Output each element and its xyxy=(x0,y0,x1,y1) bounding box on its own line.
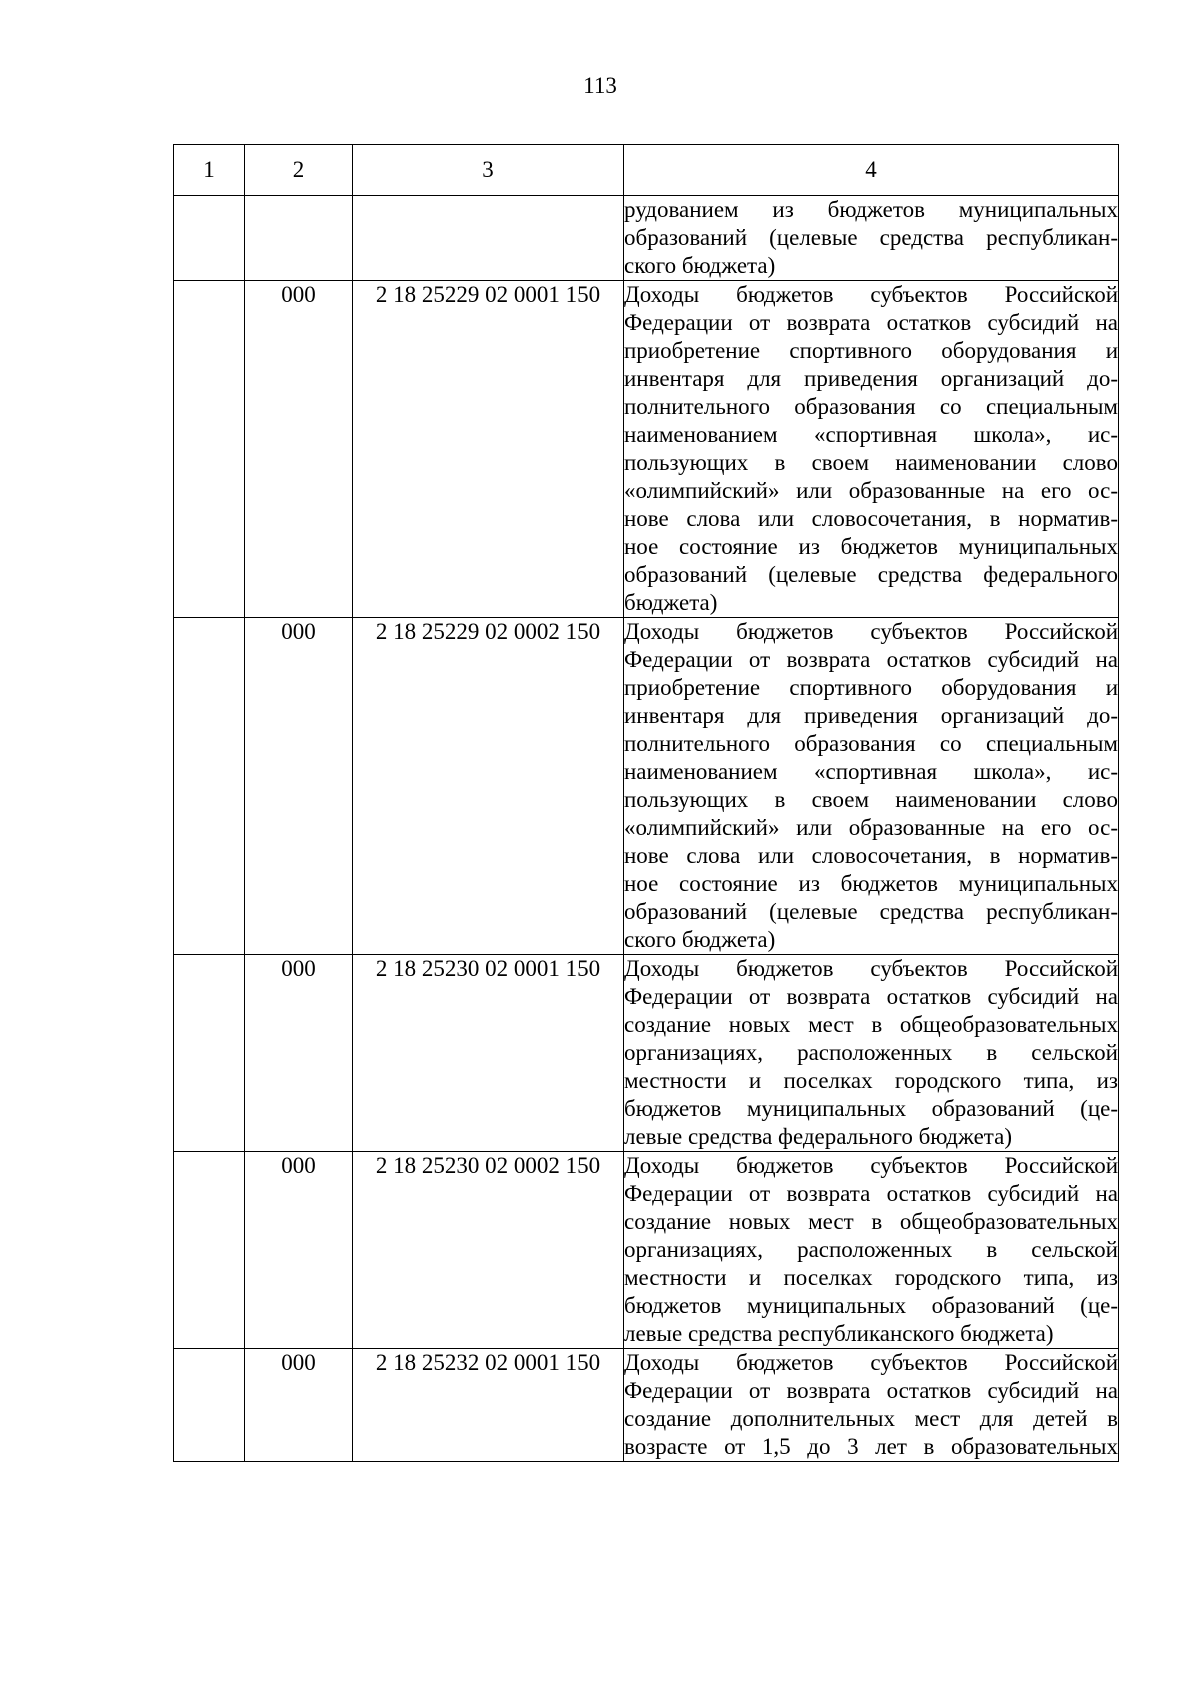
description-line: Федерации от возврата остатков субсидий на xyxy=(624,1181,1118,1206)
cell-col-1 xyxy=(174,281,245,618)
table-row xyxy=(174,196,1119,281)
description-line: создание новых мест в общеобразовательных xyxy=(624,1012,1118,1037)
header-col-3: 3 xyxy=(353,145,624,196)
description-line: нове слова или словосочетания, в норматив- xyxy=(624,506,1118,531)
cell-col-1 xyxy=(174,618,245,955)
description-line: ное состояние из бюджетов муниципальных xyxy=(624,871,1118,896)
description-line: образований (целевые средства республикан- xyxy=(624,225,1118,250)
description-line: приобретение спортивного оборудования и xyxy=(624,338,1118,363)
description-line: наименованием «спортивная школа», ис- xyxy=(624,759,1118,784)
description-line: «олимпийский» или образованные на его ос- xyxy=(624,815,1118,840)
description-line: организациях, расположенных в сельской xyxy=(624,1237,1118,1262)
cell-admin-code xyxy=(245,196,353,281)
description-line: инвентаря для приведения организаций до- xyxy=(624,703,1118,728)
cell-admin-code: 000 xyxy=(245,1349,353,1462)
description-line: рудованием из бюджетов муниципальных xyxy=(624,197,1118,222)
table-body xyxy=(174,196,1119,1462)
description-line: Доходы бюджетов субъектов Российской xyxy=(624,1153,1118,1178)
description-line: местности и поселках городского типа, из xyxy=(624,1068,1118,1093)
header-col-4: 4 xyxy=(624,145,1119,196)
description-line: ное состояние из бюджетов муниципальных xyxy=(624,534,1118,559)
cell-description xyxy=(624,618,1119,955)
description-line: организациях, расположенных в сельской xyxy=(624,1040,1118,1065)
header-col-2: 2 xyxy=(245,145,353,196)
description-line: Федерации от возврата остатков субсидий на xyxy=(624,310,1118,335)
description-line: пользующих в своем наименовании слово xyxy=(624,787,1118,812)
description-line: приобретение спортивного оборудования и xyxy=(624,675,1118,700)
cell-budget-code: 2 18 25232 02 0001 150 xyxy=(353,1349,624,1462)
cell-admin-code: 000 xyxy=(245,955,353,1152)
cell-description xyxy=(624,196,1119,281)
page-number: 113 xyxy=(583,73,617,98)
description-line: инвентаря для приведения организаций до- xyxy=(624,366,1118,391)
description-line: полнительного образования со специальным xyxy=(624,731,1118,756)
description-line: Федерации от возврата остатков субсидий на xyxy=(624,984,1118,1009)
cell-admin-code: 000 xyxy=(245,1152,353,1349)
description-line: Доходы бюджетов субъектов Российской xyxy=(624,619,1118,644)
budget-code-table xyxy=(173,144,1119,1462)
description-line: бюджетов муниципальных образований (це- xyxy=(624,1096,1118,1121)
table-row xyxy=(174,281,1119,618)
cell-col-1 xyxy=(174,955,245,1152)
cell-col-1 xyxy=(174,1349,245,1462)
cell-col-1 xyxy=(174,196,245,281)
description-line: Федерации от возврата остатков субсидий на xyxy=(624,1378,1118,1403)
cell-description xyxy=(624,1349,1119,1462)
cell-description xyxy=(624,955,1119,1152)
description-line: бюджетов муниципальных образований (це- xyxy=(624,1293,1118,1318)
table-row xyxy=(174,1152,1119,1349)
table-row xyxy=(174,1349,1119,1462)
description-line: полнительного образования со специальным xyxy=(624,394,1118,419)
table-row xyxy=(174,955,1119,1152)
cell-budget-code: 2 18 25230 02 0002 150 xyxy=(353,1152,624,1349)
description-line: Доходы бюджетов субъектов Российской xyxy=(624,1350,1118,1375)
cell-col-1 xyxy=(174,1152,245,1349)
description-line: создание новых мест в общеобразовательных xyxy=(624,1209,1118,1234)
description-line: Доходы бюджетов субъектов Российской xyxy=(624,282,1118,307)
description-line: наименованием «спортивная школа», ис- xyxy=(624,422,1118,447)
description-line: левые средства республиканского бюджета) xyxy=(624,1321,1054,1346)
table-row xyxy=(174,618,1119,955)
cell-admin-code: 000 xyxy=(245,618,353,955)
description-line: ского бюджета) xyxy=(624,253,776,278)
cell-description xyxy=(624,1152,1119,1349)
cell-budget-code: 2 18 25229 02 0002 150 xyxy=(353,618,624,955)
cell-budget-code: 2 18 25229 02 0001 150 xyxy=(353,281,624,618)
description-line: Федерации от возврата остатков субсидий на xyxy=(624,647,1118,672)
description-line: образований (целевые средства республикан- xyxy=(624,899,1118,924)
description-line: бюджета) xyxy=(624,590,718,615)
description-line: образований (целевые средства федерального xyxy=(624,562,1118,587)
description-line: левые средства федерального бюджета) xyxy=(624,1124,1012,1149)
description-line: Доходы бюджетов субъектов Российской xyxy=(624,956,1118,981)
cell-budget-code xyxy=(353,196,624,281)
description-line: возрасте от 1,5 до 3 лет в образовательных xyxy=(624,1434,1118,1459)
cell-description xyxy=(624,281,1119,618)
description-line: «олимпийский» или образованные на его ос- xyxy=(624,478,1118,503)
description-line: пользующих в своем наименовании слово xyxy=(624,450,1118,475)
cell-budget-code: 2 18 25230 02 0001 150 xyxy=(353,955,624,1152)
description-line: местности и поселках городского типа, из xyxy=(624,1265,1118,1290)
description-line: создание дополнительных мест для детей в xyxy=(624,1406,1118,1431)
table-header-row xyxy=(174,145,1119,196)
cell-admin-code: 000 xyxy=(245,281,353,618)
description-line: нове слова или словосочетания, в норматив- xyxy=(624,843,1118,868)
header-col-1: 1 xyxy=(174,145,245,196)
description-line: ского бюджета) xyxy=(624,927,776,952)
